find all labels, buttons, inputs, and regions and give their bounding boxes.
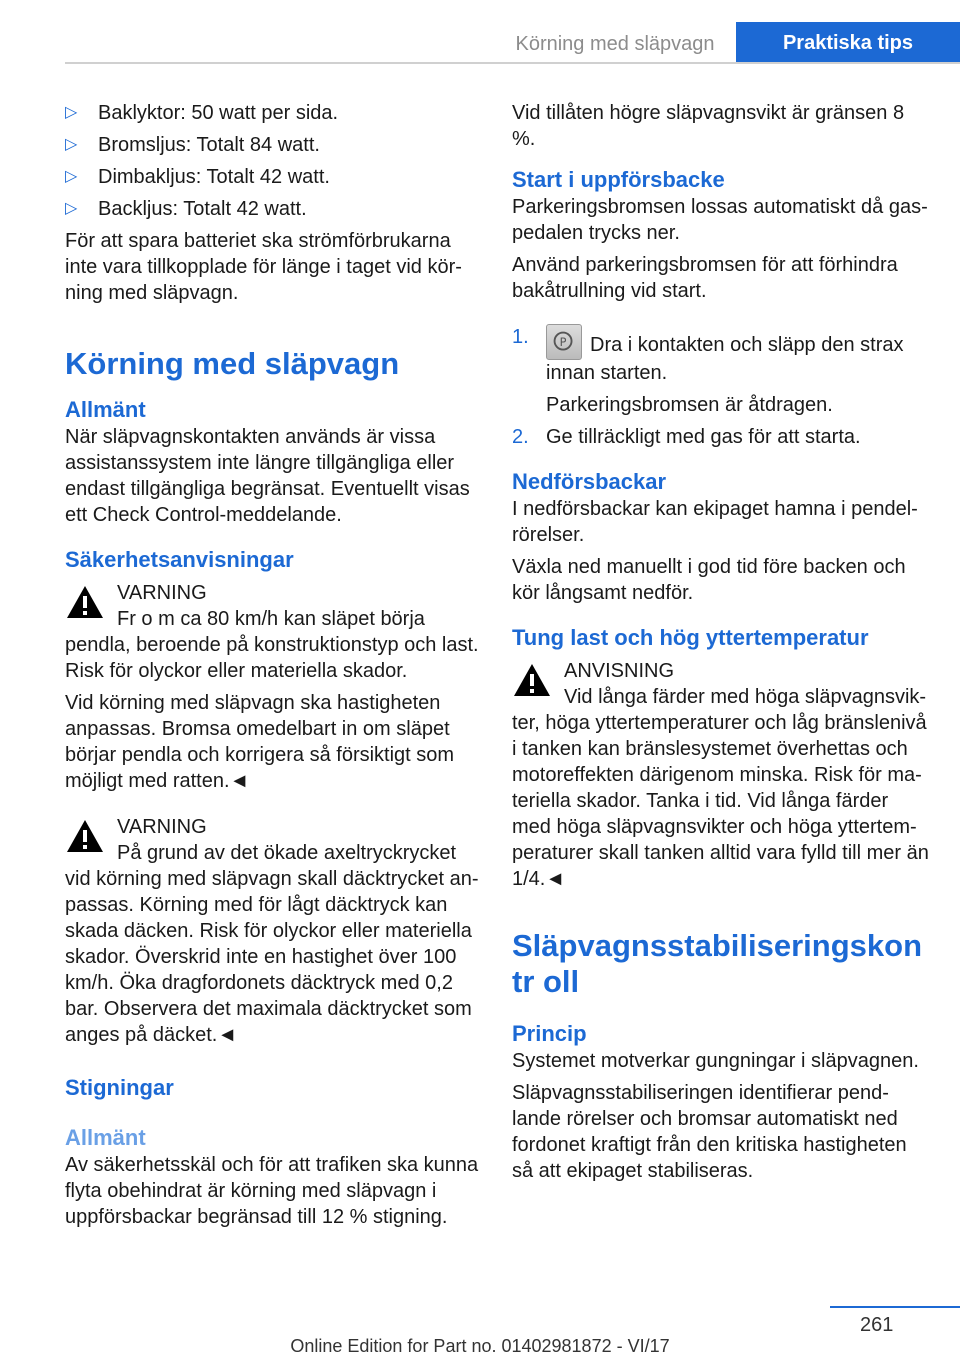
- step-text: Ge tillräckligt med gas för att starta.: [546, 426, 861, 448]
- step-text: Dra i kontakten och släpp den strax innan starten.: [546, 334, 904, 384]
- warning-triangle-icon: [512, 662, 552, 698]
- footer-edition: Online Edition for Part no. 01402981872 - VI/17: [290, 1336, 670, 1356]
- header-divider: [65, 62, 960, 64]
- notice-title: ANVISNING: [564, 660, 675, 682]
- left-column: [65, 100, 480, 1236]
- footer-divider: [830, 1306, 960, 1308]
- heading-general: Allmänt: [65, 397, 146, 422]
- paragraph-principle-1: Systemet motverkar gungningar i släpvagnen.: [512, 1050, 919, 1072]
- paragraph-uphill-2: Använd parkeringsbromsen för att förhindra bakåtrullning vid start.: [512, 254, 898, 302]
- heading-heavy-load: Tung last och hög yttertemperatur: [512, 625, 869, 650]
- heading-principle: Princip: [512, 1021, 587, 1046]
- warning-text: Fr o m ca 80 km/h kan släpet börja pendla, beroende på konstruktionstyp och last. Risk för olyckor eller materiella skador.: [65, 608, 479, 682]
- paragraph-downhill-1: I nedförsbackar kan ekipaget hamna i pendelrörelser.: [512, 498, 918, 546]
- list-item: ▷ Dimbakljus: Totalt 42 watt.: [65, 166, 330, 188]
- warning-block-1: [65, 580, 480, 684]
- warning-triangle-icon: [65, 818, 105, 854]
- notice-text: Vid långa färder med höga släpvagnsvikter, höga yttertemperaturer och låg bränslenivå i tanken kan bränslesystemet överhettas och motoreffekten därigenom minska. Risk för materiella skador. Tanka i tid. Vid långa färder med höga släpvagnsvikter och höga yttertemperaturer skall tanken alltid vara fylld till mer än 1/4.◄: [512, 686, 929, 890]
- step-number: 2.: [512, 426, 529, 448]
- header-chapter-tab: Praktiska tips: [736, 22, 960, 64]
- heading-towing: Körning med släpvagn: [65, 346, 400, 381]
- notice-block: [512, 658, 930, 892]
- triangle-bullet-icon: ▷: [65, 200, 78, 217]
- paragraph-principle-2: Släpvagnsstabiliseringen identifierar pendlande rörelser och bromsar automatiskt ned fordonet kraftigt från den kritiska hastigheten så att ekipaget stabiliseras.: [512, 1082, 907, 1182]
- paragraph-battery: För att spara batteriet ska strömförbrukarna inte vara tillkopplade för länge i taget vid körning med släpvagn.: [65, 230, 462, 304]
- warning-block-2: [65, 814, 480, 1048]
- heading-general-2: Allmänt: [65, 1125, 146, 1150]
- triangle-bullet-icon: ▷: [65, 136, 78, 153]
- triangle-bullet-icon: ▷: [65, 104, 78, 121]
- warning-triangle-icon: [65, 584, 105, 620]
- bulb-list: [65, 100, 480, 222]
- paragraph-inclines: Av säkerhetsskäl och för att trafiken ska kunna flyta obehindrat är körning med släpvagn i uppförsbackar begränsad till 12 % stigning.: [65, 1154, 479, 1228]
- steps-list: [512, 324, 930, 450]
- heading-downhill: Nedförsbackar: [512, 469, 667, 494]
- heading-stability: Släpvagnsstabiliseringskontr oll: [512, 928, 923, 999]
- page-number: 261: [860, 1314, 894, 1336]
- triangle-bullet-icon: ▷: [65, 168, 78, 185]
- paragraph-speed: Vid körning med släpvagn ska hastigheten anpassas. Bromsa omedelbart in om släpet börjar pendla och korrigera så försiktigt som möjligt med ratten.◄: [65, 692, 455, 792]
- list-item: ▷ Backljus: Totalt 42 watt.: [65, 198, 307, 220]
- heading-uphill: Start i uppförsbacke: [512, 167, 725, 192]
- warning-text: På grund av det ökade axeltryckrycket vid körning med släpvagn skall däcktrycket anpassas. Körning med för lågt däcktryck kan skada däcken. Risk för olyckor eller materiella skador. Överskrid inte en hastighet över 100 km/h. Öka dragfordonets däcktryck med 0,2 bar. Observera det maximala däcktrycket som anges på däcket.◄: [65, 842, 479, 1046]
- header-section-title: Körning med släpvagn: [515, 33, 715, 55]
- paragraph-uphill-1: Parkeringsbromsen lossas automatiskt då gaspedalen trycks ner.: [512, 196, 928, 244]
- list-item: ▷ Bromsljus: Totalt 84 watt.: [65, 134, 320, 156]
- warning-title: VARNING: [117, 816, 207, 838]
- step-sub-text: Parkeringsbromsen är åtdragen.: [546, 394, 833, 416]
- paragraph-downhill-2: Växla ned manuellt i god tid före backen och kör långsamt nedför.: [512, 556, 906, 604]
- list-item: [512, 324, 930, 418]
- parking-brake-button-icon: [546, 324, 582, 360]
- list-item: [512, 424, 930, 450]
- heading-inclines: Stigningar: [65, 1075, 174, 1100]
- paragraph-general: När släpvagnskontakten används är vissa assistanssystem inte längre tillgängliga eller endast tillgängliga begränsat. Eventuellt visas ett Check Control-meddelande.: [65, 426, 470, 526]
- warning-title: VARNING: [117, 582, 207, 604]
- step-number: 1.: [512, 326, 529, 348]
- list-item: ▷ Baklyktor: 50 watt per sida.: [65, 102, 339, 124]
- svg-text:P: P: [559, 334, 567, 349]
- paragraph-limit: Vid tillåten högre släpvagnsvikt är gränsen 8 %.: [512, 102, 905, 150]
- right-column: [512, 100, 930, 1190]
- heading-safety: Säkerhetsanvisningar: [65, 547, 294, 572]
